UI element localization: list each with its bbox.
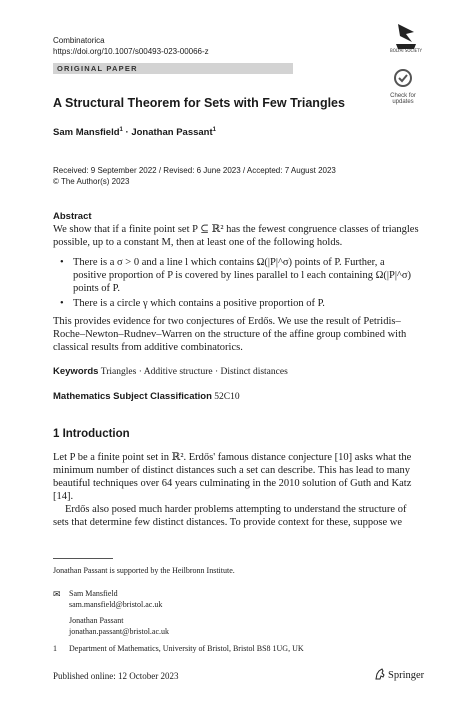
affiliation-text: Department of Mathematics, University of Bristol, Bristol BS8 1UG, UK bbox=[69, 644, 304, 653]
check-for-updates-badge[interactable] bbox=[387, 68, 419, 105]
contact-name: Sam Mansfield bbox=[69, 589, 118, 598]
msc-label: Mathematics Subject Classification bbox=[53, 391, 212, 402]
journal-name: Combinatorica bbox=[53, 36, 105, 45]
bullet-item bbox=[60, 297, 420, 310]
journal-header bbox=[53, 36, 209, 57]
intro-paragraph-1: Let P be a finite point set in ℝ². Erdős' famous distance conjecture [10] asks what the minimum number of distinct distances such a set can describe. This has lead to many beautiful techniques over 64 years culminating in the 2010 solution of Guth and Katz [14]. bbox=[53, 452, 412, 502]
contact-email[interactable]: sam.mansfield@bristol.ac.uk bbox=[69, 600, 163, 609]
author-separator: · bbox=[122, 127, 132, 139]
author-name[interactable]: Jonathan Passant bbox=[131, 127, 213, 139]
corresponding-author bbox=[69, 588, 169, 637]
article-type-label: ORIGINAL PAPER bbox=[57, 64, 138, 73]
author-list bbox=[53, 127, 216, 138]
springer-horse-icon bbox=[374, 668, 386, 683]
article-history bbox=[53, 165, 336, 187]
section-heading: 1 Introduction bbox=[53, 428, 130, 440]
msc-code: 52C10 bbox=[214, 392, 240, 402]
paper-title: A Structural Theorem for Sets with Few Triangles bbox=[53, 96, 345, 110]
abstract-intro bbox=[53, 223, 420, 249]
keywords-line bbox=[53, 366, 288, 377]
publisher-logo bbox=[374, 668, 424, 683]
keywords-text: Triangles · Additive structure · Distinct distances bbox=[100, 367, 288, 377]
envelope-icon: ✉ bbox=[53, 589, 61, 599]
keywords-label: Keywords bbox=[53, 366, 99, 377]
history-dates: Received: 9 September 2022 / Revised: 6 June 2023 / Accepted: 7 August 2023 bbox=[53, 166, 336, 175]
contact-email[interactable]: jonathan.passant@bristol.ac.uk bbox=[69, 627, 170, 636]
bullet-icon: • bbox=[60, 298, 64, 309]
bolyai-society-logo bbox=[392, 22, 420, 62]
bullet-item bbox=[60, 256, 420, 295]
abstract-closing-text: This provides evidence for two conjectures of Erdős. We use the result of Petridis–Roche–Newton–Rudnev–Warren on the structure of the affine group combined with classical results from additive combinatorics. bbox=[53, 316, 407, 353]
footnote-rule bbox=[53, 558, 113, 559]
doi-link[interactable]: https://doi.org/10.1007/s00493-023-00066-z bbox=[53, 46, 209, 56]
abstract-bullet-list bbox=[60, 256, 420, 312]
published-date: Published online: 12 October 2023 bbox=[53, 671, 179, 681]
funding-note: Jonathan Passant is supported by the Heilbronn Institute. bbox=[53, 566, 235, 575]
check-updates-line2: updates bbox=[392, 99, 414, 105]
check-updates-icon bbox=[387, 68, 419, 88]
abstract-closing bbox=[53, 315, 420, 354]
abstract-heading: Abstract bbox=[53, 211, 92, 222]
publisher-name: Springer bbox=[388, 670, 425, 681]
bullet-text: There is a σ > 0 and a line l which contains Ω(|P|^σ) points of P. Further, a positive proportion of P is covered by lines parallel to l each containing Ω(|P|^σ) points of P. bbox=[73, 257, 412, 294]
bullet-text: There is a circle γ which contains a positive proportion of P. bbox=[73, 298, 325, 309]
intro-paragraph-2: Erdős also posed much harder problems attempting to understand the structure of sets that determine few distinct distances. To provide context for these, suppose we bbox=[53, 504, 407, 528]
affiliation-marker: 1 bbox=[212, 127, 216, 133]
abstract-intro-text: We show that if a finite point set P ⊆ ℝ² has the fewest congruence classes of triangles possible, up to a constant M, then at least one of the following holds. bbox=[53, 224, 419, 248]
copyright-line: © The Author(s) 2023 bbox=[53, 177, 130, 186]
logo-text: BOLYAI SOCIETY bbox=[390, 48, 422, 53]
intro-body bbox=[53, 451, 420, 529]
affiliation-marker: 1 bbox=[119, 127, 123, 133]
contact-name: Jonathan Passant bbox=[69, 616, 124, 625]
msc-line bbox=[53, 391, 240, 402]
check-updates-line1: Check for bbox=[390, 93, 416, 99]
author-name[interactable]: Sam Mansfield bbox=[53, 127, 120, 139]
bullet-icon: • bbox=[60, 257, 64, 268]
article-type-banner bbox=[53, 63, 293, 74]
affiliation-marker: 1 bbox=[53, 644, 57, 653]
